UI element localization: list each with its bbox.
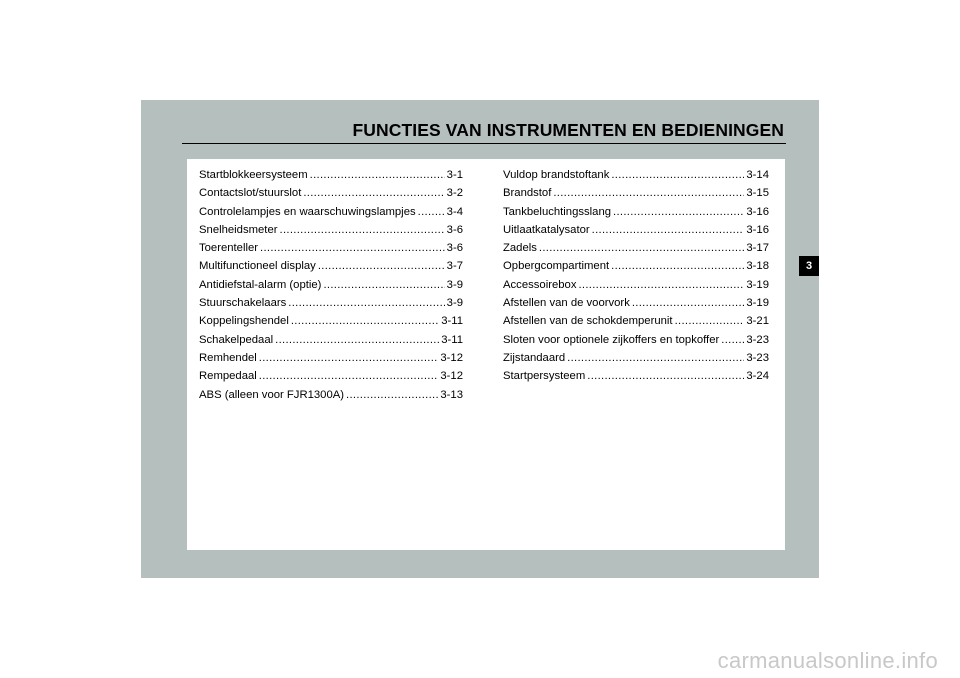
toc-entry-page: 3-14 <box>746 169 769 181</box>
dot-leader <box>291 315 439 327</box>
toc-entry-title: Startpersysteem <box>503 370 586 383</box>
toc-entry-page: 3-9 <box>446 297 463 310</box>
toc-entry-page: 3-16 <box>746 223 769 236</box>
toc-entry-page: 3-23 <box>746 333 769 346</box>
toc-entry[interactable] <box>199 334 463 352</box>
toc-entry[interactable] <box>199 224 463 242</box>
dot-leader <box>346 389 438 401</box>
toc-entry-page: 3-15 <box>746 187 769 200</box>
toc-entry[interactable] <box>199 352 463 370</box>
toc-entry-title: Controlelampjes en waarschuwingslampjes <box>199 205 416 218</box>
toc-entry-title: Toerenteller <box>199 242 259 255</box>
dot-leader <box>259 352 439 364</box>
toc-entry-page: 3-12 <box>440 370 463 383</box>
toc-entry[interactable] <box>503 334 769 352</box>
dot-leader <box>587 370 744 382</box>
toc-column-left <box>199 169 463 407</box>
toc-entry[interactable] <box>199 370 463 388</box>
dot-leader <box>567 352 744 364</box>
toc-entry-title: Afstellen van de schokdemperunit <box>503 315 673 328</box>
dot-leader <box>318 260 445 272</box>
toc-entry-page: 3-23 <box>746 351 769 364</box>
toc-entry-page: 3-19 <box>746 278 769 291</box>
toc-entry[interactable] <box>503 260 769 278</box>
toc-entry-title: Accessoirebox <box>503 278 577 291</box>
toc-content-box <box>187 159 785 550</box>
dot-leader <box>675 315 745 327</box>
toc-entry-title: Sloten voor optionele zijkoffers en topkoffer <box>503 333 720 346</box>
toc-entry[interactable] <box>199 169 463 187</box>
toc-entry-page: 3-11 <box>441 315 463 328</box>
toc-entry-title: Antidiefstal-alarm (optie) <box>199 278 322 291</box>
toc-entry-page: 3-4 <box>446 205 463 218</box>
dot-leader <box>611 260 744 272</box>
dot-leader <box>553 187 744 199</box>
dot-leader <box>280 224 445 236</box>
dot-leader <box>275 334 439 346</box>
toc-entry-page: 3-17 <box>746 242 769 255</box>
page-heading <box>182 118 786 146</box>
toc-entry-title: Snelheidsmeter <box>199 223 278 236</box>
toc-entry-page: 3-21 <box>746 315 769 328</box>
toc-entry-title: Contactslot/stuurslot <box>199 187 302 200</box>
toc-entry-title: Vuldop brandstoftank <box>503 169 610 181</box>
toc-column-right <box>503 169 769 389</box>
toc-entry-page: 3-7 <box>446 260 463 273</box>
toc-entry-title: Multifunctioneel display <box>199 260 316 273</box>
toc-entry[interactable] <box>503 242 769 260</box>
toc-entry-title: Rempedaal <box>199 370 257 383</box>
toc-entry-title: Zadels <box>503 242 537 255</box>
toc-entry[interactable] <box>503 297 769 315</box>
toc-entry-page: 3-11 <box>441 333 463 346</box>
toc-entry-page: 3-13 <box>440 388 463 401</box>
toc-entry[interactable] <box>199 242 463 260</box>
toc-entry-title: Afstellen van de voorvork <box>503 297 630 310</box>
toc-entry[interactable] <box>199 315 463 333</box>
toc-entry-page: 3-6 <box>446 223 463 236</box>
dot-leader <box>288 297 444 309</box>
toc-entry-page: 3-18 <box>746 260 769 273</box>
toc-entry-title: Uitlaatkatalysator <box>503 223 590 236</box>
toc-entry-page: 3-16 <box>746 205 769 218</box>
dot-leader <box>539 242 744 254</box>
page-title: FUNCTIES VAN INSTRUMENTEN EN BEDIENINGEN <box>352 120 784 140</box>
toc-entry-title: Schakelpedaal <box>199 333 274 346</box>
toc-entry-title: Stuurschakelaars <box>199 297 287 310</box>
toc-entry-title: Brandstof <box>503 187 552 200</box>
dot-leader <box>323 279 444 291</box>
toc-entry-page: 3-19 <box>746 297 769 310</box>
toc-entry-title: Tankbeluchtingsslang <box>503 205 612 218</box>
dot-leader <box>303 187 444 199</box>
toc-entry-title: Koppelingshendel <box>199 315 289 328</box>
toc-entry-page: 3-12 <box>440 351 463 364</box>
dot-leader <box>260 242 445 254</box>
dot-leader <box>259 370 439 382</box>
dot-leader <box>418 206 445 218</box>
dot-leader <box>613 206 744 218</box>
dot-leader <box>578 279 744 291</box>
toc-entry[interactable] <box>199 187 463 205</box>
toc-entry-title: Opbergcompartiment <box>503 260 610 273</box>
toc-entry[interactable] <box>199 206 463 224</box>
toc-entry-page: 3-1 <box>446 169 463 181</box>
title-underline <box>182 143 786 144</box>
toc-entry[interactable] <box>503 187 769 205</box>
toc-entry[interactable] <box>199 297 463 315</box>
toc-entry-title: Remhendel <box>199 351 257 364</box>
toc-entry[interactable] <box>199 260 463 278</box>
dot-leader <box>592 224 745 236</box>
toc-entry[interactable] <box>503 352 769 370</box>
toc-entry-title: Startblokkeersysteem <box>199 169 308 181</box>
dot-leader <box>310 169 445 181</box>
toc-entry-page: 3-2 <box>446 187 463 200</box>
toc-entry-title: ABS (alleen voor FJR1300A) <box>199 388 345 401</box>
chapter-tab[interactable]: 3 <box>799 256 819 276</box>
toc-entry[interactable] <box>503 370 769 388</box>
dot-leader <box>721 334 744 346</box>
dot-leader <box>632 297 745 309</box>
toc-entry[interactable] <box>503 169 769 187</box>
toc-entry-page: 3-6 <box>446 242 463 255</box>
toc-entry[interactable] <box>503 315 769 333</box>
toc-entry-title: Zijstandaard <box>503 351 566 364</box>
toc-entry-page: 3-9 <box>446 278 463 291</box>
toc-entry[interactable] <box>503 279 769 297</box>
toc-entry[interactable] <box>503 224 769 242</box>
toc-entry[interactable] <box>503 206 769 224</box>
toc-entry-page: 3-24 <box>746 370 769 383</box>
watermark: carmanualsonline.info <box>717 648 938 673</box>
toc-entry[interactable] <box>199 279 463 297</box>
dot-leader <box>611 169 744 181</box>
toc-entry[interactable] <box>199 389 463 407</box>
